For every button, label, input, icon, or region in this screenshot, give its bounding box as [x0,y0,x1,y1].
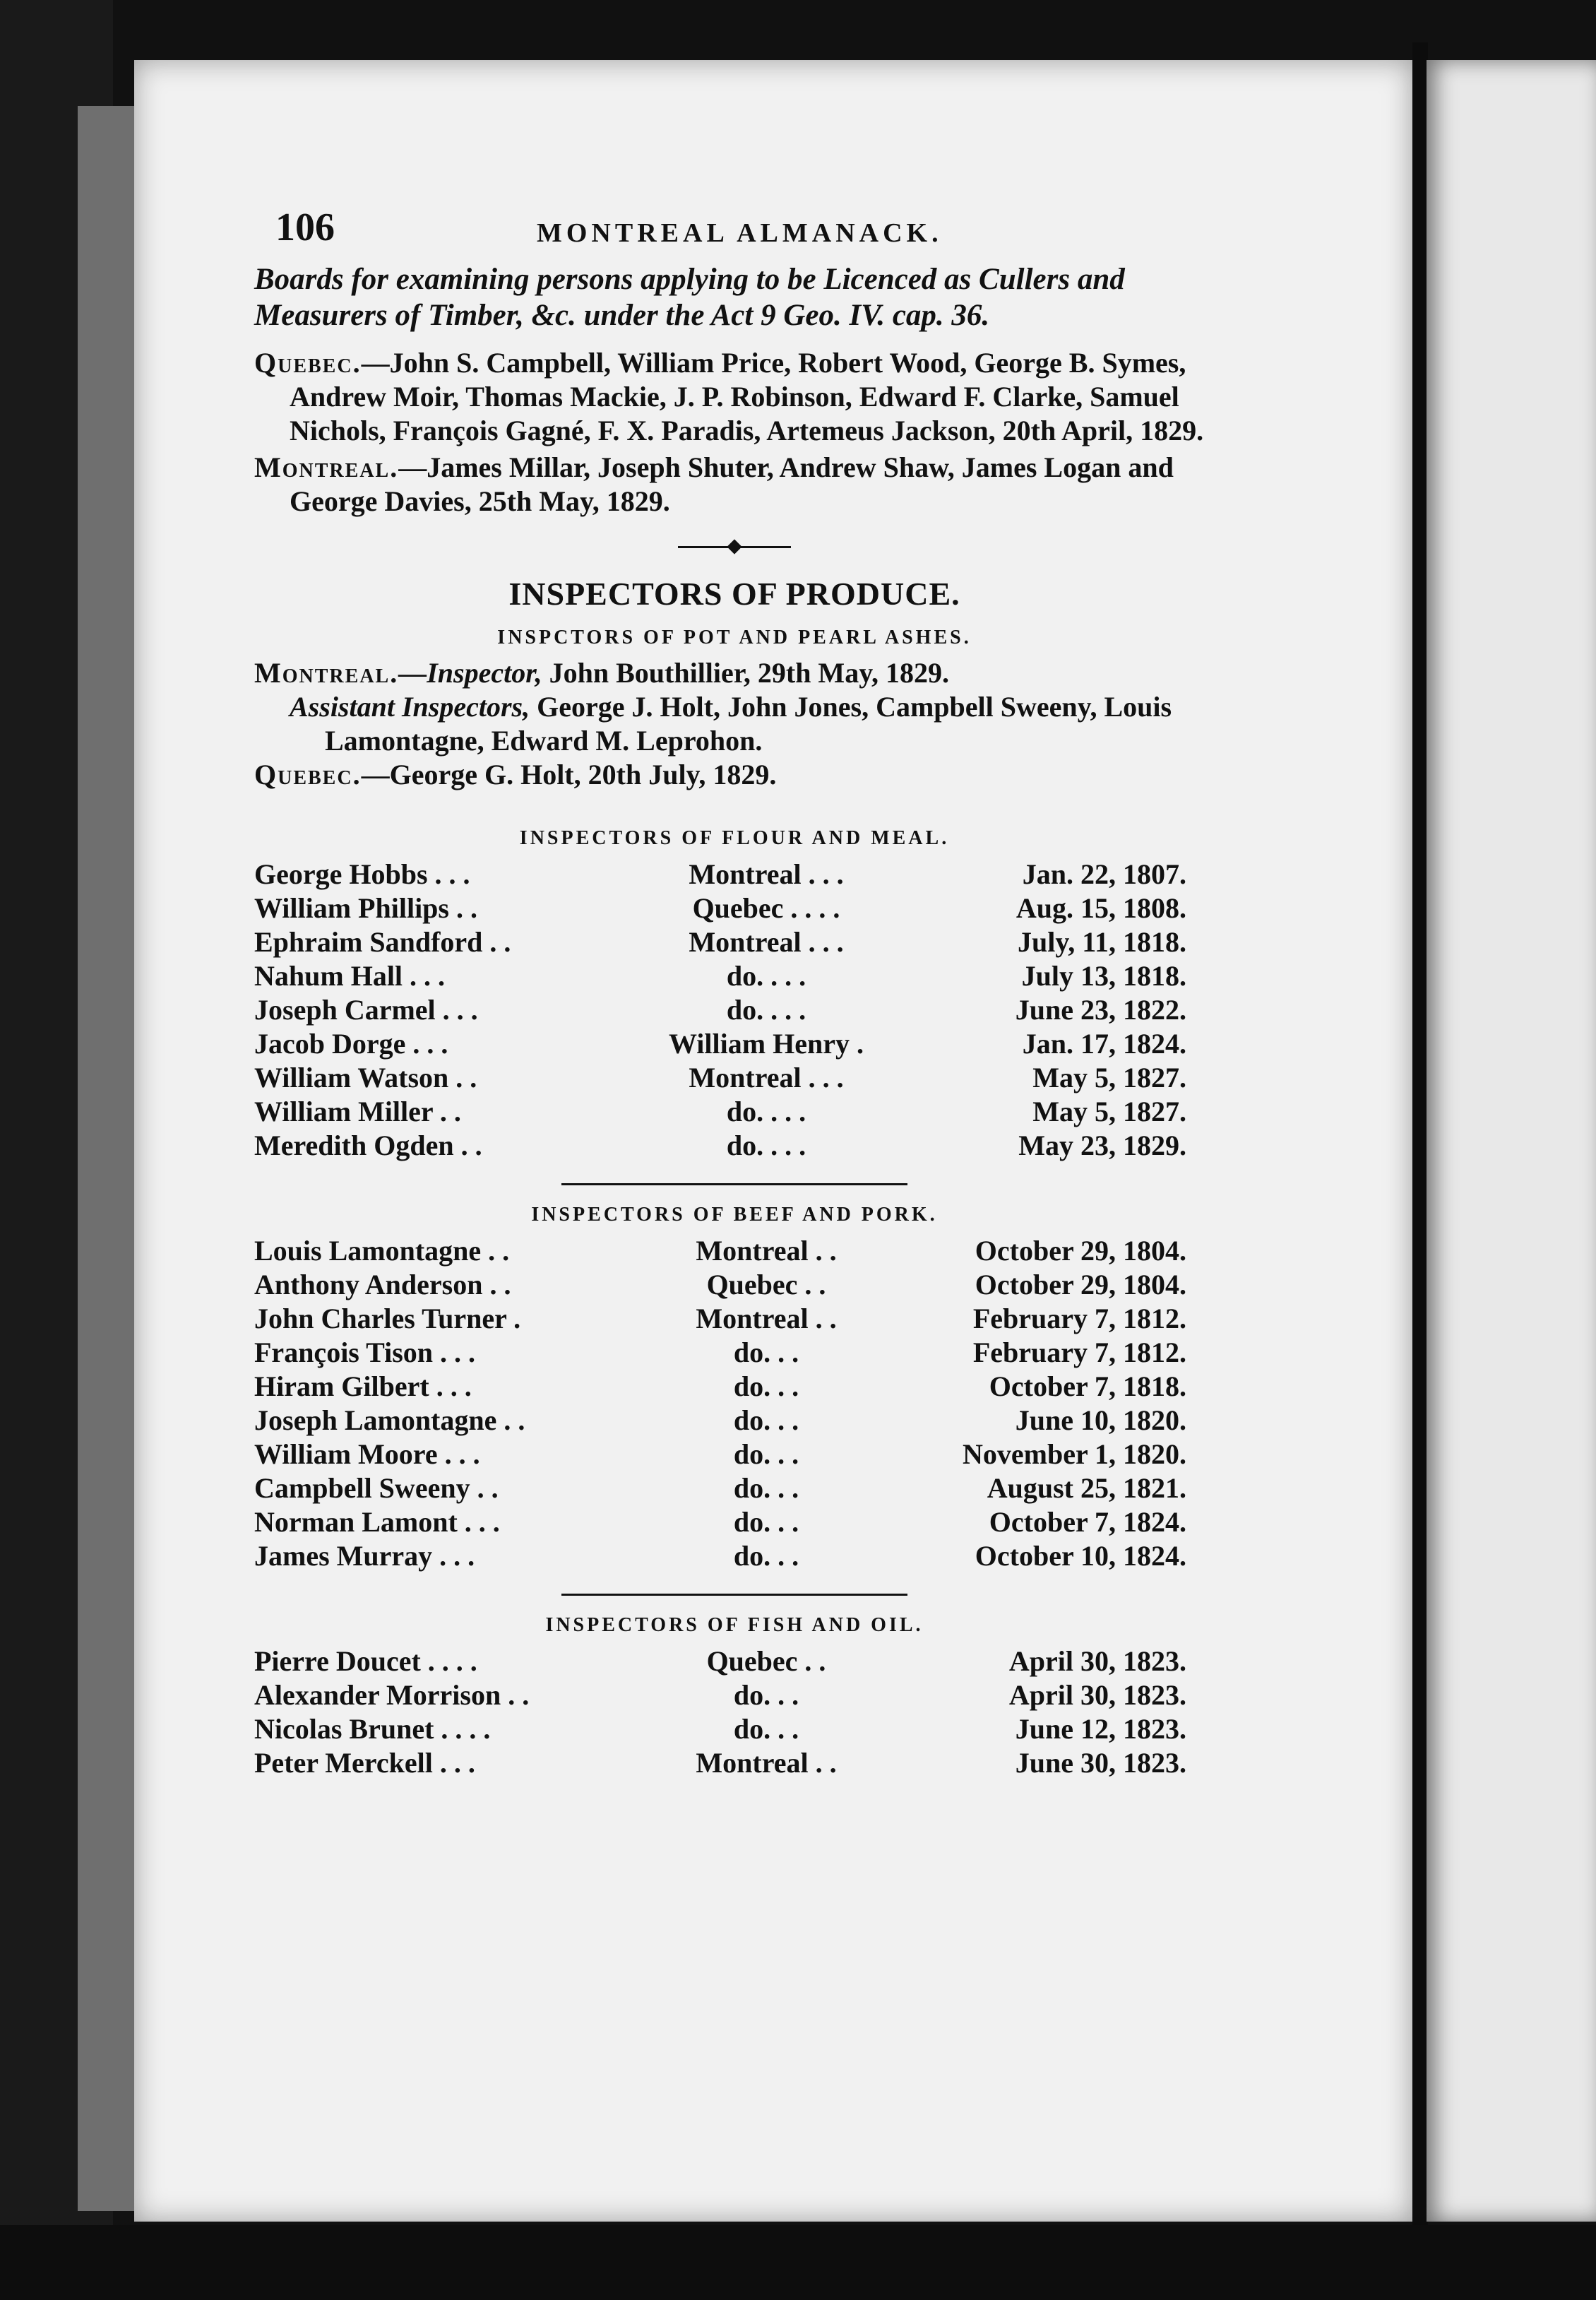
fish-table [254,1644,1186,1779]
book-edge [78,106,134,2211]
table-row [254,1128,1186,1162]
section-rule [561,1183,907,1185]
assistant-names: George J. Holt, John Jones, Campbell Sweeny, Louis Lamontagne, Edward M. Leprohon. [325,691,1172,757]
quebec-label: Quebec. [254,347,362,379]
inspector-name: Hiram Gilbert . . . [254,1370,472,1402]
inspector-name: Nicolas Brunet . . . . [254,1712,491,1745]
inspector-name: Campbell Sweeny . . [254,1471,499,1504]
inspector-name: Louis Lamontagne . . [254,1234,510,1267]
inspector-place: do. . . [733,1336,799,1368]
running-title: MONTREAL ALMANACK. [537,218,943,248]
inspector-name: Jacob Dorge . . . [254,1027,448,1060]
inspector-place: do. . . . [726,993,806,1026]
inspector-place: do. . . . [726,1095,806,1127]
boards-quebec-entry [254,346,1215,448]
fish-subtitle: INSPECTORS OF FISH AND OIL. [545,1614,924,1636]
section-ornament [678,540,791,554]
inspector-date: October 29, 1804. [975,1268,1186,1300]
quebec-board-members: —John S. Campbell, William Price, Robert Wood, George B. Symes, Andrew Moir, Thomas Mackie, J. P. Robinson, Edward F. Clarke, Samuel Nichols, François Gagné, F. X. Paradis, Artemeus Jackson, 20th April, 1829. [290,347,1204,446]
inspector-date: May 5, 1827. [1032,1095,1186,1127]
inspector-place: Quebec . . [706,1644,826,1677]
inspector-place: do. . . [733,1404,799,1436]
inspector-date: November 1, 1820. [963,1438,1186,1470]
inspector-name: Peter Merckell . . . [254,1746,475,1779]
inspector-place: do. . . . [726,1129,806,1161]
ashes-inspector-role: —Inspector, [398,657,542,689]
table-row [254,1539,1186,1572]
table-row [254,1678,1186,1712]
table-row [254,1712,1186,1745]
page-content [254,205,1215,1779]
table-row [254,1471,1186,1505]
inspector-date: May 23, 1829. [1018,1129,1186,1161]
inspector-date: July, 11, 1818. [1018,925,1186,958]
inspector-date: April 30, 1823. [1008,1644,1186,1677]
table-row [254,1301,1186,1335]
section-rule [561,1594,907,1596]
inspector-place: Montreal . . . [689,925,844,958]
produce-section-title: INSPECTORS OF PRODUCE. [508,576,960,612]
inspector-date: June 10, 1820. [1015,1404,1186,1436]
table-row [254,1026,1186,1060]
inspector-place: Montreal . . [696,1234,837,1267]
ashes-subtitle: INSPCTORS OF POT AND PEARL ASHES. [497,627,972,648]
inspector-name: Meredith Ogden . . [254,1129,482,1161]
table-row [254,1505,1186,1539]
inspector-place: William Henry . [669,1027,864,1060]
ashes-quebec-label: Quebec. [254,759,362,790]
inspector-name: Nahum Hall . . . [254,959,446,992]
inspector-place: Quebec . . [706,1268,826,1300]
page-number: 106 [275,206,335,249]
beef-subtitle: INSPECTORS OF BEEF AND PORK. [531,1204,938,1226]
inspector-name: Anthony Anderson . . [254,1268,511,1300]
inspector-name: William Phillips . . [254,891,477,924]
beef-table [254,1233,1186,1572]
table-row [254,959,1186,992]
inspector-name: François Tison . . . [254,1336,476,1368]
table-row [254,1745,1186,1779]
table-row [254,1233,1186,1267]
ashes-montreal-label: Montreal. [254,657,399,689]
inspector-date: Jan. 22, 1807. [1022,858,1186,890]
inspector-name: Joseph Carmel . . . [254,993,478,1026]
inspector-place: do. . . [733,1712,799,1745]
inspector-place: Montreal . . . [689,858,844,890]
inspector-name: William Watson . . [254,1061,477,1093]
inspector-place: do. . . . [726,959,806,992]
table-row [254,1403,1186,1437]
ashes-quebec-text: —George G. Holt, 20th July, 1829. [361,759,777,790]
boards-heading: Boards for examining persons applying to be Licenced as Cullers and Measurers of Timber, &c. under the Act 9 Geo. IV. cap. 36. [254,263,1125,332]
assistant-role: Assistant Inspectors, [290,691,530,723]
ashes-inspector-name: John Bouthillier, 29th May, 1829. [542,657,949,689]
book-gutter [1412,42,1428,2246]
inspector-name: Ephraim Sandford . . [254,925,511,958]
montreal-board-members: —James Millar, Joseph Shuter, Andrew Shaw, James Logan and George Davies, 25th May, 1829. [290,451,1174,517]
table-row [254,1060,1186,1094]
inspector-name: George Hobbs . . . [254,858,470,890]
table-row [254,1335,1186,1369]
flour-subtitle: INSPECTORS OF FLOUR AND MEAL. [519,827,950,849]
inspector-date: July 13, 1818. [1021,959,1186,992]
table-row [254,1369,1186,1403]
inspector-place: Montreal . . . [689,1061,844,1093]
table-row [254,1437,1186,1471]
inspector-date: February 7, 1812. [972,1336,1186,1368]
table-row [254,992,1186,1026]
inspector-place: Montreal . . [696,1746,837,1779]
inspector-date: October 7, 1818. [989,1370,1186,1402]
inspector-name: Pierre Doucet . . . . [254,1644,477,1677]
inspector-date: February 7, 1812. [972,1302,1186,1334]
boards-montreal-entry [254,451,1215,518]
inspector-date: June 23, 1822. [1015,993,1186,1026]
flour-table [254,857,1186,1162]
table-row [254,857,1186,891]
ashes-assistant-entry [254,690,1215,758]
inspector-date: Jan. 17, 1824. [1022,1027,1186,1060]
inspector-date: October 7, 1824. [989,1505,1186,1538]
ashes-montreal-entry [254,656,1215,690]
inspector-place: do. . . [733,1505,799,1538]
inspector-name: James Murray . . . [254,1539,475,1572]
inspector-date: Aug. 15, 1808. [1016,891,1186,924]
inspector-name: Norman Lamont . . . [254,1505,500,1538]
inspector-date: June 12, 1823. [1015,1712,1186,1745]
table-row [254,925,1186,959]
inspector-place: Montreal . . [696,1302,837,1334]
inspector-date: June 30, 1823. [1015,1746,1186,1779]
inspector-place: Quebec . . . . [692,891,840,924]
inspector-name: William Miller . . [254,1095,461,1127]
table-row [254,891,1186,925]
inspector-name: William Moore . . . [254,1438,480,1470]
inspector-name: Alexander Morrison . . [254,1678,530,1711]
ashes-quebec-entry [254,758,1215,792]
inspector-name: John Charles Turner . [254,1302,521,1334]
inspector-date: April 30, 1823. [1008,1678,1186,1711]
inspector-place: do. . . [733,1370,799,1402]
inspector-date: August 25, 1821. [987,1471,1186,1504]
inspector-place: do. . . [733,1471,799,1504]
inspector-date: October 29, 1804. [975,1234,1186,1267]
inspector-name: Joseph Lamontagne . . [254,1404,525,1436]
table-row [254,1267,1186,1301]
inspector-place: do. . . [733,1678,799,1711]
montreal-label: Montreal. [254,451,399,483]
scan-background-bottom [0,2225,1596,2300]
facing-page-edge [1427,60,1596,2222]
page-header [254,205,1215,261]
table-row [254,1094,1186,1128]
inspector-place: do. . . [733,1539,799,1572]
inspector-date: October 10, 1824. [975,1539,1186,1572]
inspector-place: do. . . [733,1438,799,1470]
table-row [254,1644,1186,1678]
inspector-date: May 5, 1827. [1032,1061,1186,1093]
